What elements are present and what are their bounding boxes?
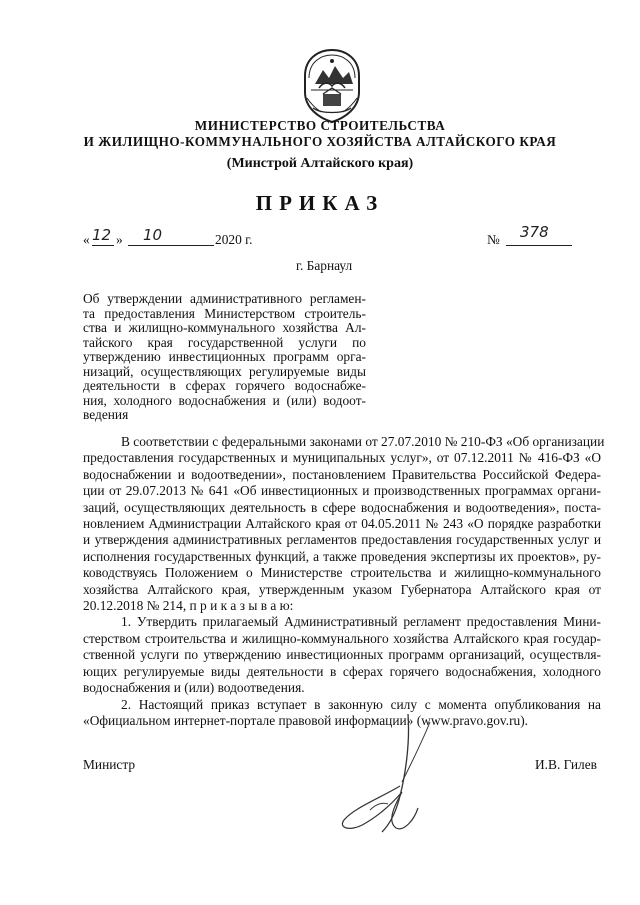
body-line: новлением Администрации Алтайского края от 04.05.2011 № 243 «О порядке разработки <box>83 516 601 532</box>
body-line: В соответствии с федеральными законами от 27.07.2010 № 210-ФЗ «Об организации <box>121 434 605 449</box>
body-line: исполнения государственных функций, а также проведения экспертизы их проектов», ру- <box>83 548 601 564</box>
subject-line: Об утверждении административного регламен- <box>83 291 366 306</box>
document-number: 378 <box>520 223 549 241</box>
subject-line: та предоставления Министерством строитель- <box>83 305 366 321</box>
signer-title: Министр <box>83 757 136 772</box>
subject-line: ния, холодного водоснабжения и (или) водоот- <box>83 392 366 408</box>
subject-line: ведения <box>83 407 129 422</box>
subject-line: ства и жилищно-коммунального хозяйства Ал- <box>83 320 366 335</box>
body-line: 20.12.2018 № 214, п р и к а з ы в а ю: <box>83 598 294 614</box>
date-day: 12 <box>92 226 112 244</box>
body-line: водоснабжения и (или) водоотведения. <box>83 680 305 696</box>
body-line: предоставления государственных и муниципальных услуг», от 07.12.2011 № 416-ФЗ «О <box>83 450 601 466</box>
signer-name: И.В. Гилев <box>535 757 597 772</box>
body-line: заций, осуществляющих деятельность в сфере водоснабжения и водоотведения», поста- <box>83 499 601 515</box>
number-label: № <box>487 232 500 247</box>
document-type-title: ПРИКАЗ <box>255 191 385 215</box>
subject-line: деятельности в сферах горячего водоснабже- <box>83 378 366 393</box>
order-item-1 <box>83 614 601 696</box>
body-line: водоснабжении и водоотведении», постановлением Правительства Российской Федера- <box>83 466 601 482</box>
preamble-paragraph <box>83 434 605 614</box>
date-year: 2020 г. <box>215 232 253 247</box>
order-body <box>83 434 605 729</box>
body-line: ководствуясь Положением о Министерстве строительства и жилищно-коммунального <box>83 565 601 581</box>
org-name-line2: И ЖИЛИЩНО-КОММУНАЛЬНОГО ХОЗЯЙСТВА АЛТАЙСКОГО КРАЯ <box>83 134 557 149</box>
city: г. Барнаул <box>296 258 353 273</box>
org-short-name: (Минстрой Алтайского края) <box>226 156 414 171</box>
body-line: ции от 29.07.2013 № 641 «Об инвестиционных и производственных программах органи- <box>83 483 601 499</box>
handwritten-signature-icon <box>330 712 450 842</box>
org-name-line1: МИНИСТЕРСТВО СТРОИТЕЛЬСТВА <box>194 118 446 133</box>
date-quote-close: » <box>116 232 123 247</box>
order-subject <box>83 292 366 423</box>
body-line: ственной услуги по утверждению инвестиционных программ организаций, осуществля- <box>83 647 601 663</box>
body-line: стерством строительства и жилищно-коммунального хозяйства Алтайского края государ- <box>83 630 601 646</box>
body-line: хозяйства Алтайского края, утвержденным указом Губернатора Алтайского края от <box>83 581 601 597</box>
subject-line: утверждению инвестиционных программ орга- <box>83 349 366 364</box>
date-month: 10 <box>143 226 163 244</box>
body-line: 2. Настоящий приказ вступает в законную силу с момента опубликования на <box>121 696 601 712</box>
body-line: 1. Утвердить прилагаемый Административный регламент предоставления Мини- <box>121 614 601 630</box>
body-line: и утверждения административных регламентов предоставления государственных услуг и <box>83 532 601 548</box>
altai-krai-coat-of-arms-icon <box>301 48 363 124</box>
body-line: «Официальном интернет-портале правовой информации» (www.pravo.gov.ru). <box>83 712 529 728</box>
date-quote-open: « <box>83 232 90 247</box>
subject-line: тайского края государственной услуги по <box>83 334 366 350</box>
subject-line: низаций, осуществляющих регулируемые виды <box>83 363 366 379</box>
body-line: ющих регулируемые виды деятельности в сферах горячего водоснабжения, холодного <box>83 663 601 679</box>
